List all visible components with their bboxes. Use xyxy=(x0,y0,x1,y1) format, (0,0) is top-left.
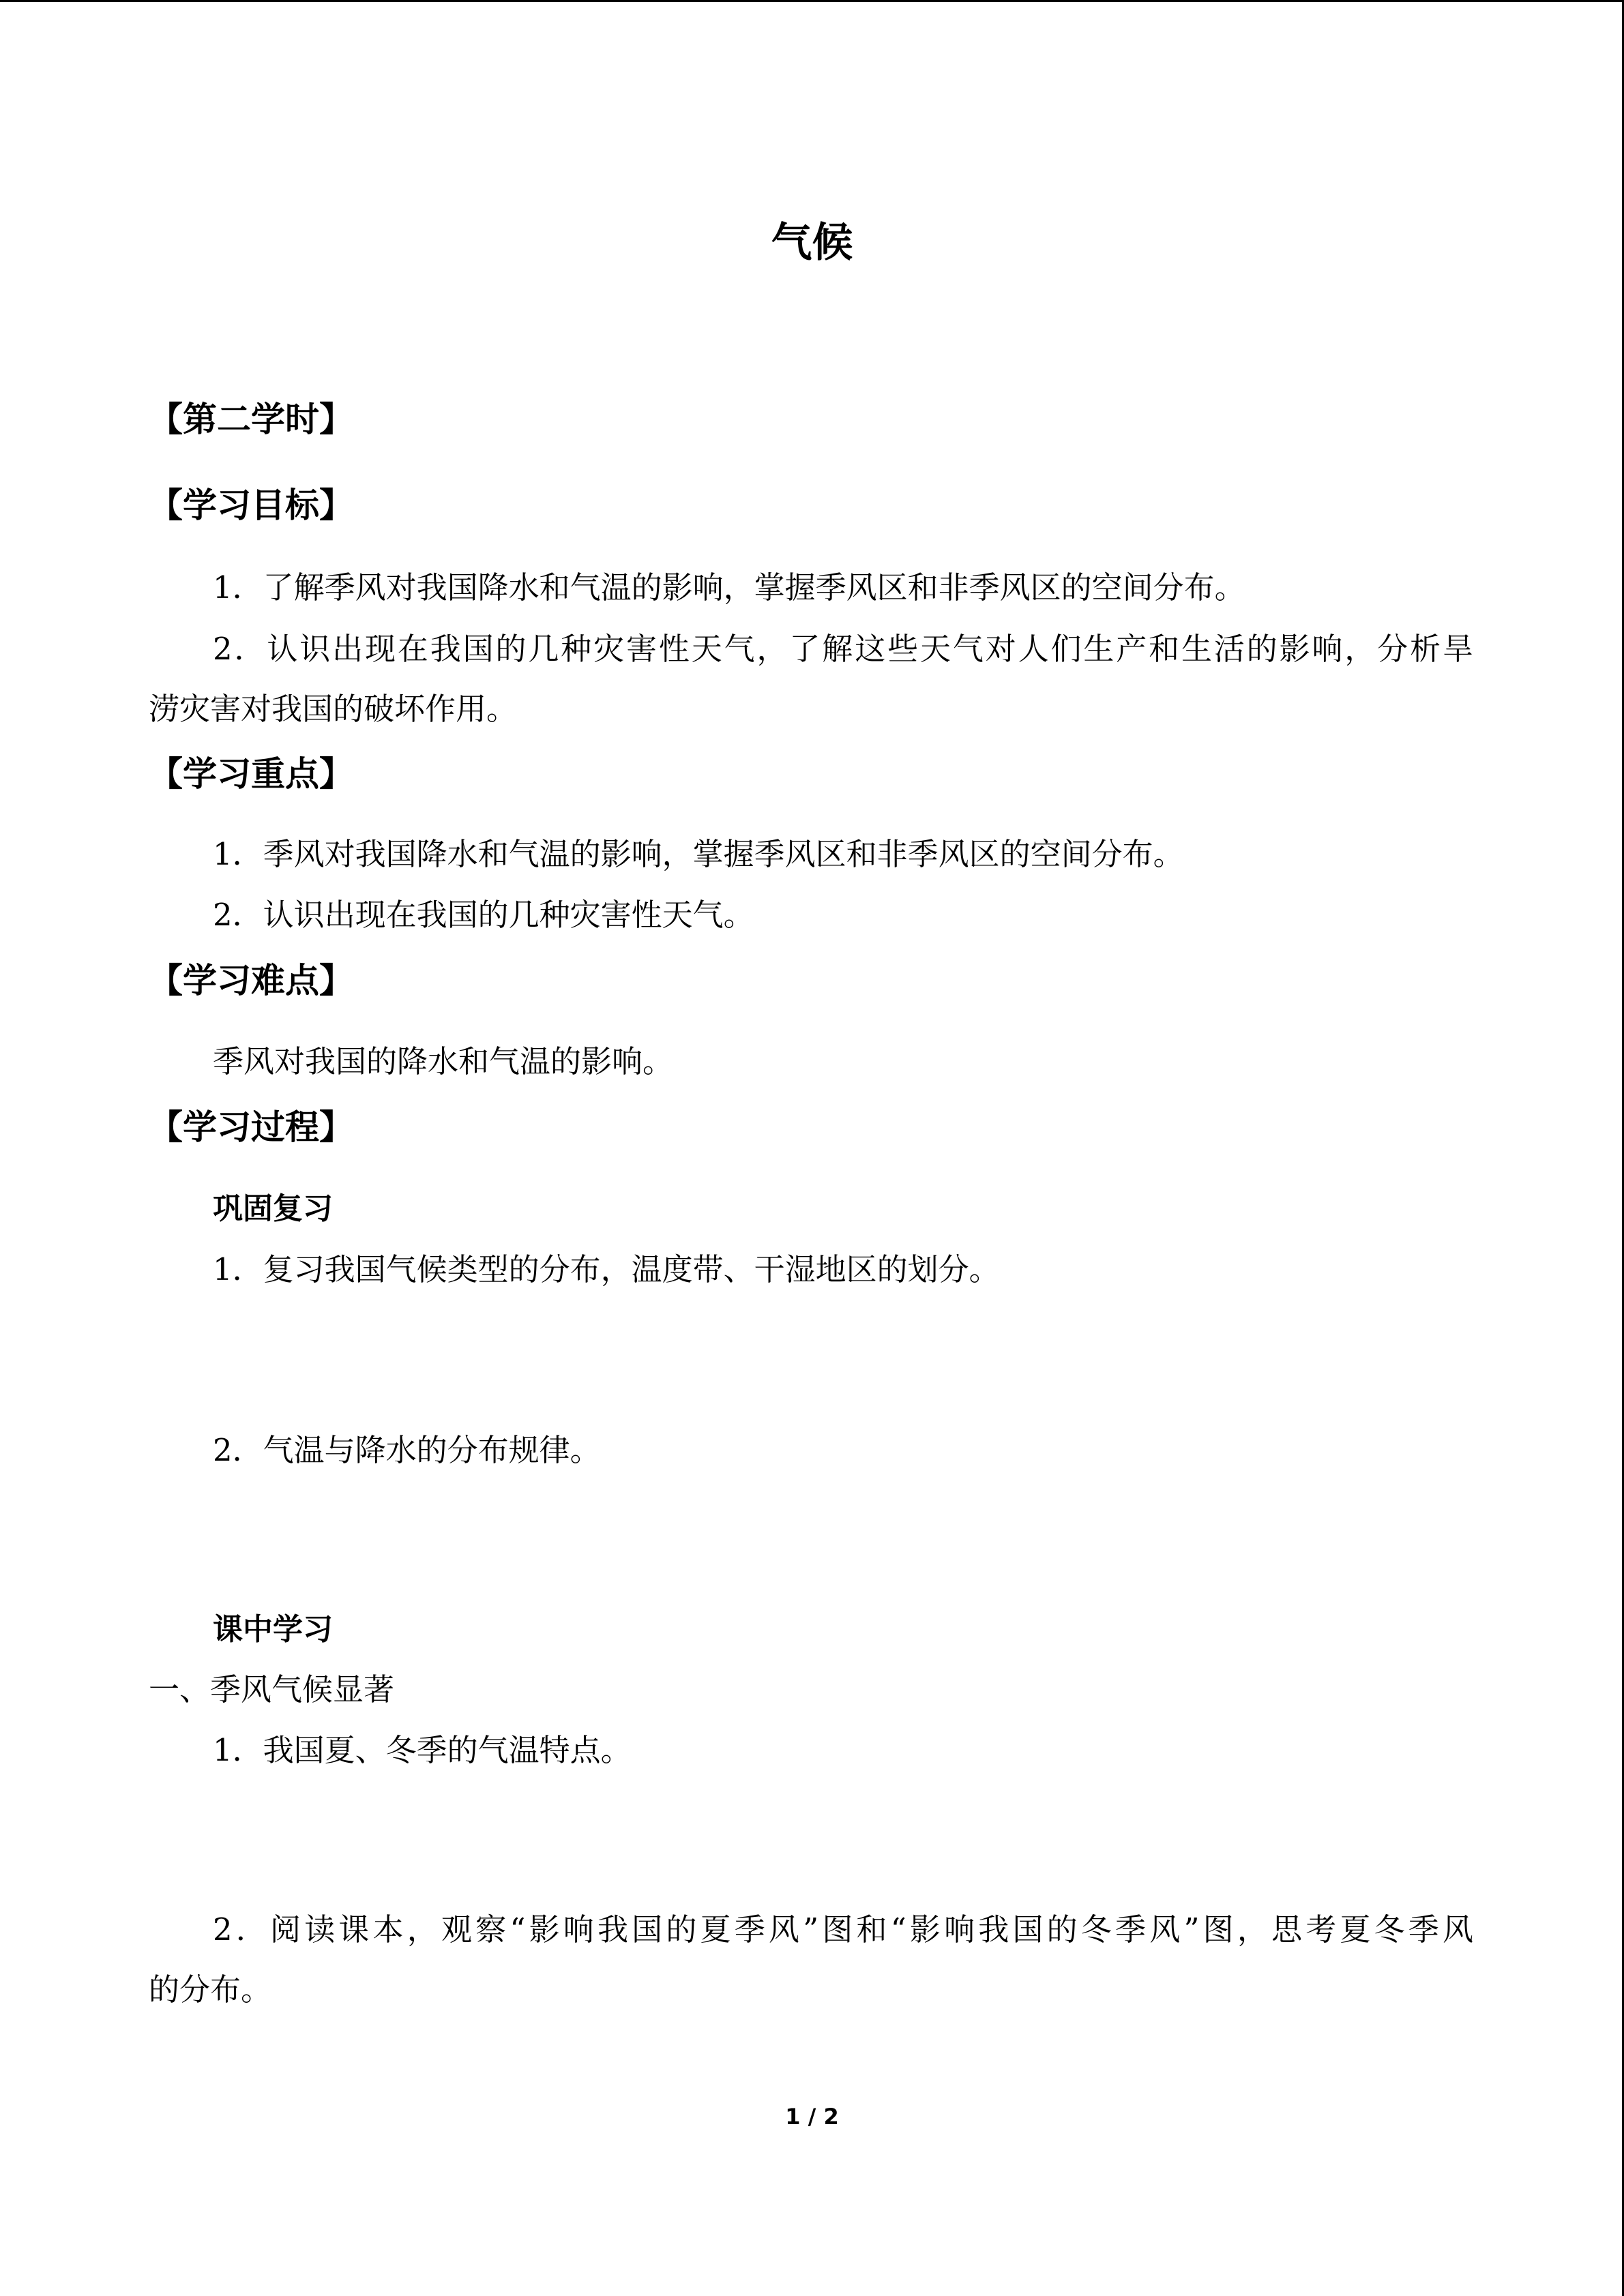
objective-item-continued: 涝灾害对我国的破坏作用。 xyxy=(149,691,518,727)
page-title: 气候 xyxy=(771,219,853,267)
objective-item: 2．认识出现在我国的几种灾害性天气，了解这些天气对人们生产和生活的影响，分析旱 xyxy=(213,631,1473,667)
key-point-item: 2．认识出现在我国的几种灾害性天气。 xyxy=(213,897,754,933)
page-number: 1 / 2 xyxy=(785,2104,839,2130)
review-item: 1．复习我国气候类型的分布，温度带、干湿地区的划分。 xyxy=(213,1251,1000,1287)
period-heading: 【第二学时】 xyxy=(149,400,353,439)
key-point-item: 1．季风对我国降水和气温的影响，掌握季风区和非季风区的空间分布。 xyxy=(213,836,1184,872)
review-heading: 巩固复习 xyxy=(213,1191,333,1226)
class-heading: 课中学习 xyxy=(213,1612,333,1647)
difficulties-heading: 【学习难点】 xyxy=(149,961,353,1000)
key-points-heading: 【学习重点】 xyxy=(149,754,353,794)
class-item-continued: 的分布。 xyxy=(149,1971,272,2008)
class-item: 2．阅读课本，观察“影响我国的夏季风”图和“影响我国的冬季风”图，思考夏冬季风 xyxy=(213,1911,1473,1948)
difficulties-text: 季风对我国的降水和气温的影响。 xyxy=(213,1043,674,1079)
objectives-heading: 【学习目标】 xyxy=(149,486,353,525)
part-one-heading: 一、季风气候显著 xyxy=(149,1671,395,1708)
objective-item: 1．了解季风对我国降水和气温的影响，掌握季风区和非季风区的空间分布。 xyxy=(213,569,1245,606)
review-item: 2．气温与降水的分布规律。 xyxy=(213,1432,601,1468)
process-heading: 【学习过程】 xyxy=(149,1107,353,1147)
class-item: 1．我国夏、冬季的气温特点。 xyxy=(213,1732,632,1768)
